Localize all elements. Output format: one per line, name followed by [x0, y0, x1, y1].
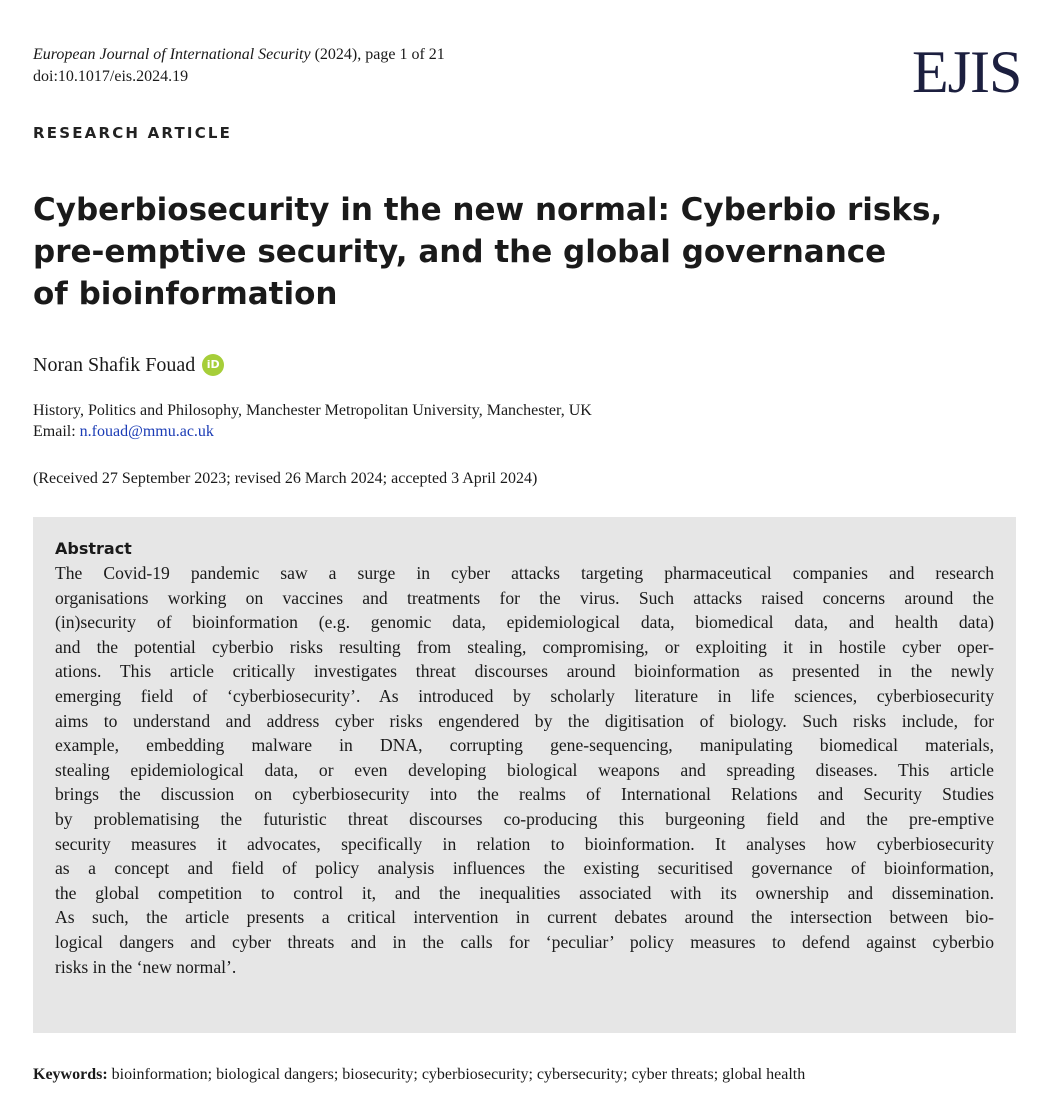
journal-citation [33, 44, 445, 88]
article-title [33, 189, 1033, 315]
journal-name: European Journal of International Security [33, 46, 311, 63]
article-type-label: RESEARCH ARTICLE [33, 124, 233, 142]
abstract-line: the global competition to control it, and the inequalities associated with its ownership and dissemination. [55, 882, 994, 903]
email-link[interactable]: n.fouad@mmu.ac.uk [79, 423, 214, 440]
submission-history: (Received 27 September 2023; revised 26 March 2024; accepted 3 April 2024) [33, 470, 538, 487]
doi: doi:10.1017/eis.2024.19 [33, 68, 189, 85]
abstract-line: ations. This article critically investigates threat discourses around bioinformation as presented in the newly [55, 661, 994, 682]
abstract-line: logical dangers and cyber threats and in the calls for ‘peculiar’ policy measures to defend against cyberbio [55, 931, 994, 952]
abstract-line: (in)security of bioinformation (e.g. genomic data, epidemiological data, biomedical data, and health data) [55, 612, 994, 633]
orcid-icon[interactable]: iD [202, 354, 224, 376]
abstract-text [55, 561, 994, 979]
author-name: Noran Shafik Fouad [33, 354, 196, 376]
abstract-line: example, embedding malware in DNA, corrupting gene-sequencing, manipulating biomedical materials, [55, 735, 994, 756]
email-label: Email: [33, 423, 80, 440]
journal-info: (2024), page 1 of 21 [310, 46, 445, 63]
title-line: pre-emptive security, and the global governance [33, 234, 887, 270]
abstract-box [33, 517, 1016, 1033]
abstract-line: by problematising the futuristic threat discourses co-producing this burgeoning field and the pre-emptive [55, 808, 994, 829]
affiliation-block [33, 400, 592, 442]
email-line [33, 421, 592, 442]
abstract-line: and the potential cyberbio risks resulting from stealing, compromising, or exploiting it in hostile cyber oper- [55, 636, 994, 657]
abstract-line: security measures it advocates, specifically in relation to bioinformation. It analyses how cyberbiosecurity [55, 833, 994, 854]
abstract-line: emerging field of ‘cyberbiosecurity’. As introduced by scholarly literature in life sciences, cyberbiosecurity [55, 685, 994, 706]
abstract-line: The Covid-19 pandemic saw a surge in cyber attacks targeting pharmaceutical companies and research [55, 563, 994, 583]
abstract-line: stealing epidemiological data, or even developing biological weapons and spreading diseases. This article [55, 759, 994, 780]
journal-logo: EJIS [912, 39, 1022, 105]
abstract-line: aims to understand and address cyber risks engendered by the digitisation of biology. Such risks include, for [55, 710, 994, 731]
abstract-line: As such, the article presents a critical intervention in current debates around the intersection between bio- [55, 907, 994, 928]
keywords-list: bioinformation; biological dangers; biosecurity; cyberbiosecurity; cybersecurity; cyber threats; global health [107, 1066, 806, 1083]
abstract-line: as a concept and field of policy analysis influences the existing securitised governance of bioinformation, [55, 858, 994, 879]
abstract-heading: Abstract [55, 539, 132, 558]
abstract-line: brings the discussion on cyberbiosecurity into the realms of International Relations and Security Studies [55, 784, 994, 805]
author-line [33, 352, 224, 378]
author-affiliation: History, Politics and Philosophy, Manchester Metropolitan University, Manchester, UK [33, 402, 592, 419]
abstract-line: risks in the ‘new normal’. [55, 956, 237, 977]
abstract-line: organisations working on vaccines and treatments for the virus. Such attacks raised concerns around the [55, 587, 994, 608]
keywords-line [33, 1064, 805, 1085]
keywords-label: Keywords: [33, 1066, 108, 1083]
title-line: of bioinformation [33, 276, 338, 312]
journal-line [33, 44, 445, 66]
title-line: Cyberbiosecurity in the new normal: Cyberbio risks, [33, 192, 943, 228]
